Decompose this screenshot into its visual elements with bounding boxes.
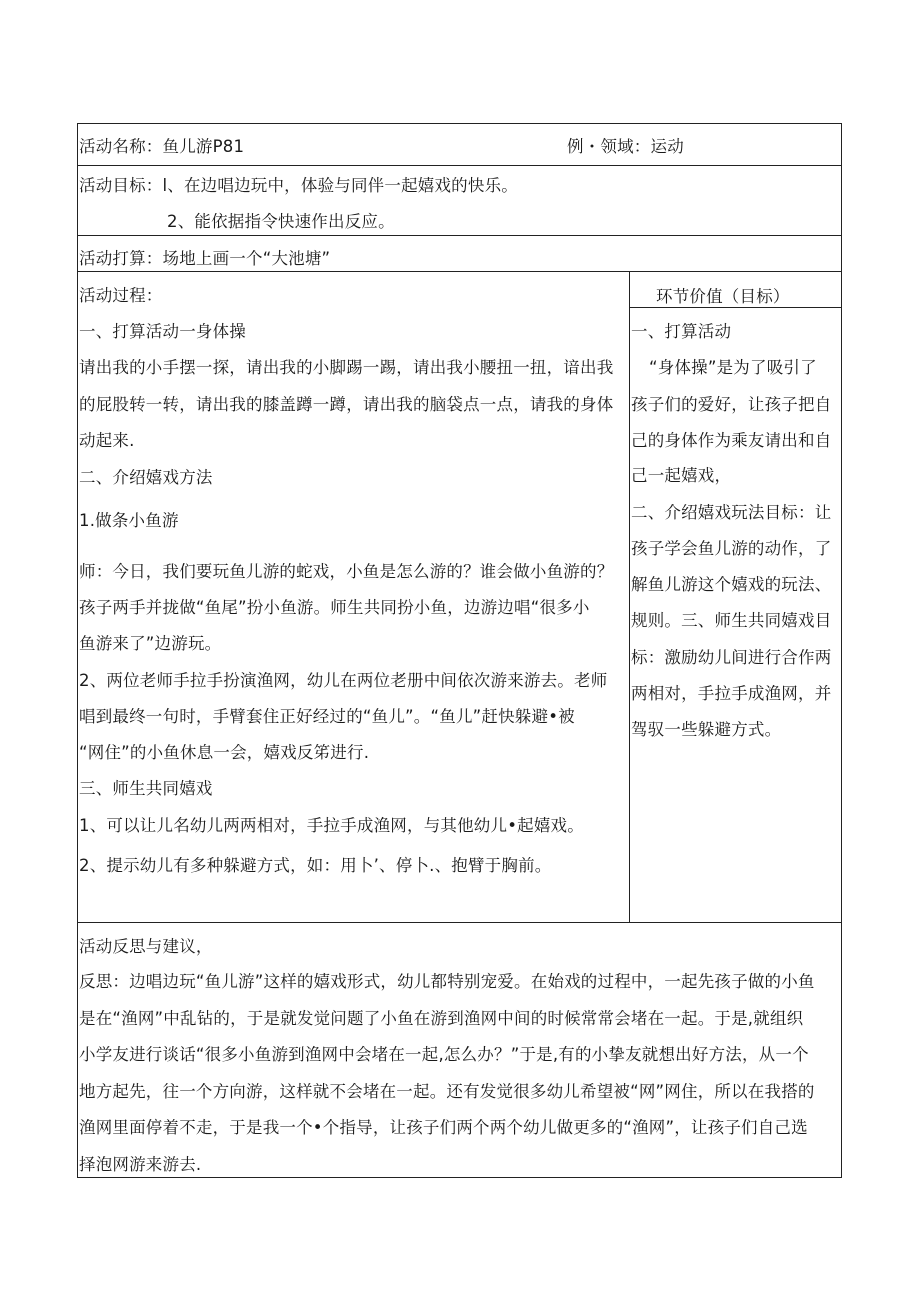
process-line: 2、提示幼儿有多种躲避方式，如：用卜’、停卜.、抱臂于胸前。 — [79, 856, 552, 875]
value-line: 两相对，手拉手成渔网，并 — [631, 684, 832, 703]
value-line: 孩子们的爱好，让孩子把自 — [631, 395, 832, 414]
activity-name: 活动名称：鱼儿游P81 — [79, 137, 245, 156]
table-border-bottom — [77, 1177, 842, 1178]
reflection-line: 择泡网游来游去. — [79, 1155, 202, 1174]
table-border-top — [77, 123, 842, 124]
reflection-title: 活动反思与建议， — [79, 937, 213, 956]
process-line: 请出我的小手摆一探，请出我的小脚踢一踢，请出我小腰扭一扭，谙出我 — [79, 358, 614, 377]
value-line: 规则。三、师生共同嬉戏目 — [631, 611, 832, 630]
value-title: 环节价值（目标） — [656, 287, 790, 306]
row-divider-reflection — [77, 922, 842, 923]
process-line: 的屁股转一转，请出我的膝盖蹲一蹲，请出我的脑袋点一点，请我的身体 — [79, 395, 614, 414]
process-line: “网住”的小鱼休息一会，嬉戏反笫进行. — [79, 743, 370, 762]
value-line: 标：激励幼儿间进行合作两 — [631, 648, 832, 667]
row-divider-goals — [77, 165, 842, 166]
value-line: 解鱼儿游这个嬉戏的玩法、 — [631, 575, 832, 594]
activity-goal-2: 2、能依据指令快速作出反应。 — [167, 212, 395, 231]
value-line: 一、打算活动 — [631, 322, 732, 341]
value-title-divider — [629, 307, 842, 308]
value-line: 二、介绍嬉戏玩法目标：让 — [631, 503, 832, 522]
table-border-left — [77, 123, 78, 1178]
reflection-line: 反思：边唱边玩“鱼儿游”这样的嬉戏形式，幼儿都特别宠爱。在始戏的过程中，一起先孩子做的小鱼 — [79, 972, 815, 991]
reflection-line: 小学友进行谈话“很多小鱼游到渔网中会堵在一起,怎么办？”于是,有的小挚友就想出好方法，从一个 — [79, 1045, 809, 1064]
row-divider-process — [77, 271, 842, 272]
row-divider-prep — [77, 235, 842, 236]
reflection-line: 地方起先，往一个方向游，这样就不会堵在一起。还有发觉很多幼儿希望被“网”网住，所以在我搭的 — [79, 1082, 815, 1101]
value-line: 己的身体作为乘友请出和自 — [631, 431, 832, 450]
process-line: 二、介绍嬉戏方法 — [79, 468, 213, 487]
reflection-line: 渔网里面停着不走，于是我一个•个指导，让孩子们两个两个幼儿做更多的“渔网”，让孩子们自己选 — [79, 1118, 808, 1137]
process-line: 1、可以让儿名幼儿两两相对，手拉手成渔网，与其他幼儿•起嬉戏。 — [79, 816, 584, 835]
activity-preparation: 活动打算：场地上画一个“大池塘” — [79, 249, 331, 268]
value-line: “身体操”是为了吸引了 — [649, 358, 817, 377]
activity-domain: 例・领域：运动 — [567, 137, 684, 156]
process-line: 动起来. — [79, 431, 135, 450]
process-line: 一、打算活动一身体操 — [79, 322, 246, 341]
process-line: 2、两位老师手拉手扮演渔网，幼儿在两位老册中间依次游来游去。老师 — [79, 671, 608, 690]
table-border-right — [841, 123, 842, 1178]
process-line: 鱼游来了”边游玩。 — [79, 634, 222, 653]
process-line: 唱到最终一句时，手臂套住正好经过的“鱼儿”。“鱼儿”赶快躲避•被 — [79, 707, 575, 726]
value-line: 孩子学会鱼儿游的动作，了 — [631, 539, 832, 558]
process-line: 孩子两手并拢做“鱼尾”扮小鱼游。师生共同扮小鱼，边游边唱“很多小 — [79, 598, 590, 617]
process-line: 三、师生共同嬉戏 — [79, 779, 213, 798]
process-value-divider — [629, 271, 630, 923]
process-line: 1.做条小鱼游 — [79, 511, 179, 530]
value-line: 驾驭一些躲避方式。 — [631, 720, 782, 739]
process-line: 师：今日，我们要玩鱼儿游的蛇戏，小鱼是怎么游的？谁会做小鱼游的？ — [79, 562, 614, 581]
value-line: 己一起嬉戏， — [631, 466, 732, 485]
reflection-line: 是在“渔网”中乱钻的，于是就发觉问题了小鱼在游到渔网中间的时候常常会堵在一起。于是,就组织 — [79, 1009, 804, 1028]
activity-goal-1: 活动目标：l、在边唱边玩中，体验与同伴一起嬉戏的快乐。 — [79, 176, 518, 195]
process-title: 活动过程： — [79, 286, 163, 305]
